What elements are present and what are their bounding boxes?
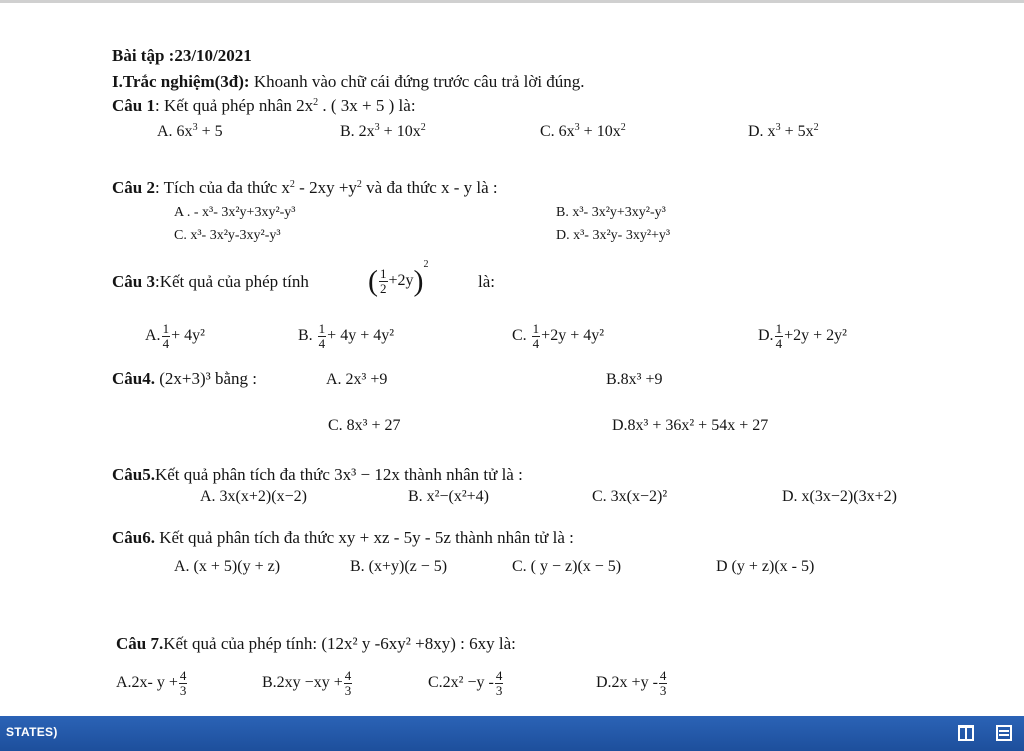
q2-option-c[interactable]: C. x³- 3x²y-3xy²-y³ <box>174 228 281 243</box>
question-3-stem: Câu 3:Kết quả của phép tính <box>112 272 309 291</box>
q7-option-c[interactable]: C.2x² −y - $\frac{4}{3}$ <box>428 667 503 698</box>
q4-option-a[interactable]: A. 2x³ +9 <box>326 371 388 388</box>
q3-option-a[interactable]: A. $\frac{1}{4}$ + 4y² <box>145 320 205 351</box>
q3-option-d[interactable]: D. $\frac{1}{4}$ +2y + 2y² <box>758 320 847 351</box>
q3-option-b[interactable]: B. $\frac{1}{4}$ + 4y + 4y² <box>298 320 395 351</box>
question-6-stem: Câu6. Kết quả phân tích đa thức xy + xz - 5y - 5z thành nhân tử là : <box>112 528 574 547</box>
worksheet-title: Bài tập :23/10/2021 <box>112 46 252 65</box>
q6-option-c[interactable]: C. ( y − z)(x − 5) <box>512 558 622 575</box>
q1-option-c[interactable]: C. $6x^3 + 10x^2$ <box>540 122 626 140</box>
status-text: STATES) <box>6 725 58 739</box>
q1-option-a[interactable]: A. $6x^3 + 5$ <box>157 122 223 140</box>
q3-option-c[interactable]: C. $\frac{1}{4}$ +2y + 4y² <box>512 320 605 351</box>
q4-option-c[interactable]: C. 8x³ + 27 <box>328 417 401 434</box>
q6-option-b[interactable]: B. (x+y)(z − 5) <box>350 558 448 575</box>
q2-option-d[interactable]: D. x³- 3x²y- 3xy²+y³ <box>556 228 671 243</box>
layout-icon[interactable] <box>996 725 1012 741</box>
q5-option-a[interactable]: A. 3x(x+2)(x−2) <box>200 488 307 505</box>
q2-option-a[interactable]: A . - x³- 3x²y+3xy²-y³ <box>174 205 296 220</box>
q7-option-b[interactable]: B.2xy −xy + $\frac{4}{3}$ <box>262 667 352 698</box>
question-2-stem: Câu 2: Tích của đa thức $x^2 - 2xy +y^2$ và đa thức x - y là : <box>112 178 498 197</box>
q5-option-c[interactable]: C. 3x(x−2)² <box>592 488 668 505</box>
q1-option-d[interactable]: D. $x^3 + 5x^2$ <box>748 122 819 140</box>
q5-option-d[interactable]: D. x(3x−2)(3x+2) <box>782 488 897 505</box>
q7-option-d[interactable]: D.2x +y - $\frac{4}{3}$ <box>596 667 667 698</box>
q3-stem-end: là: <box>478 272 495 291</box>
question-7-stem: Câu 7.Kết quả của phép tính: (12x² y -6xy² +8xy) : 6xy là: <box>116 634 516 653</box>
q6-option-a[interactable]: A. (x + 5)(y + z) <box>174 558 281 575</box>
question-1-stem: Câu 1: Kết quả phép nhân $2x^2$ . ( 3x + 5 ) là: <box>112 96 416 115</box>
q5-option-b[interactable]: B. x²−(x²+4) <box>408 488 489 505</box>
question-4-stem: Câu4. (2x+3)³ bằng : <box>112 369 258 388</box>
q2-option-b[interactable]: B. x³- 3x²y+3xy²-y³ <box>556 205 666 220</box>
status-bar <box>0 716 1024 751</box>
q4-option-d[interactable]: D.8x³ + 36x² + 54x + 27 <box>612 417 769 434</box>
q4-option-b[interactable]: B.8x³ +9 <box>606 371 663 388</box>
question-5-stem: Câu5.Kết quả phân tích đa thức 3x³ − 12x thành nhân tử là : <box>112 465 523 484</box>
q3-expression: ( $\frac{1}{2}$ +2y)$^2$ <box>368 259 429 298</box>
q7-option-a[interactable]: A.2x- y + $\frac{4}{3}$ <box>116 667 187 698</box>
book-icon[interactable] <box>958 725 974 741</box>
section-heading: I.Trắc nghiệm(3đ): Khoanh vào chữ cái đứng trước câu trả lời đúng. <box>112 72 585 91</box>
q6-option-d[interactable]: D (y + z)(x - 5) <box>716 558 815 575</box>
q1-option-b[interactable]: B. $2x^3 + 10x^2$ <box>340 122 426 140</box>
